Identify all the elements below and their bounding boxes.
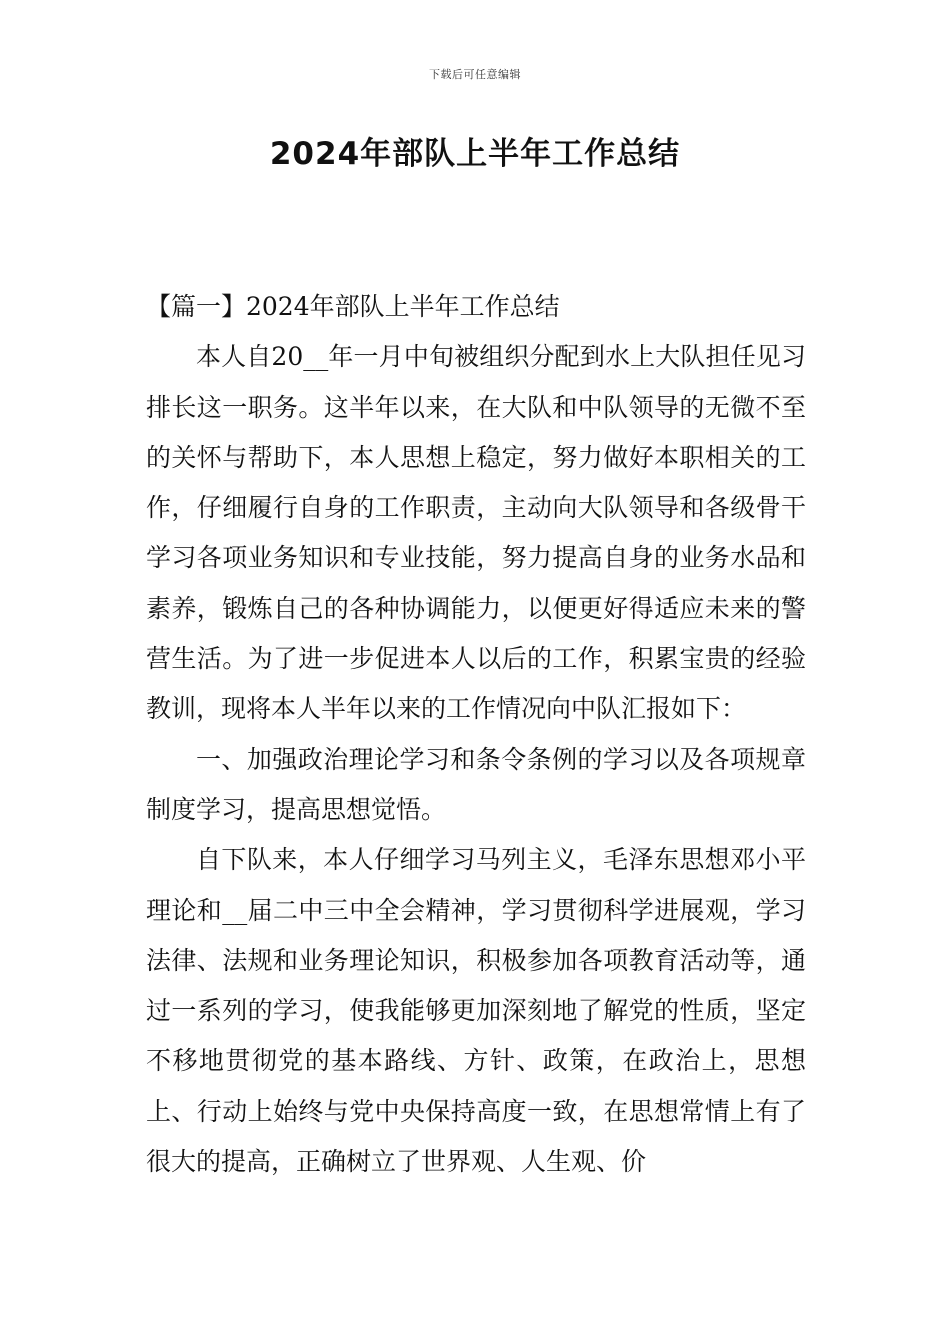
paragraph-study: 自下队来，本人仔细学习马列主义，毛泽东思想邓小平理论和__届二中三中全会精神，学习贯彻科学进展观，学习法律、法规和业务理论知识，积极参加各项教育活动等，通过一系列的学习，使我能够更加深刻地了解党的性质，坚定不移地贯彻党的基本路线、方针、政策，在政治上，思想上、行动上始终与党中央保持高度一致，在思想常情上有了很大的提高，正确树立了世界观、人生观、价 — [146, 845, 806, 1177]
document-body — [146, 282, 806, 1187]
header-note: 下载后可任意编辑 — [429, 68, 521, 81]
paragraph-intro: 本人自20__年一月中旬被组织分配到水上大队担任见习排长这一职务。这半年以来，在大队和中队领导的无微不至的关怀与帮助下，本人思想上稳定，努力做好本职相关的工作，仔细履行自身的工作职责，主动向大队领导和各级骨干学习各项业务知识和专业技能，努力提高自身的业务水品和素养，锻炼自己的各种协调能力，以便更好得适应未来的警营生活。为了进一步促进本人以后的工作，积累宝贵的经验教训，现将本人半年以来的工作情况向中队汇报如下： — [146, 342, 806, 724]
document-title: 2024年部队上半年工作总结 — [269, 136, 681, 172]
paragraph-heading-one: 一、加强政治理论学习和条令条例的学习以及各项规章制度学习，提高思想觉悟。 — [146, 744, 806, 824]
section-heading: 【篇一】2024年部队上半年工作总结 — [146, 292, 560, 321]
